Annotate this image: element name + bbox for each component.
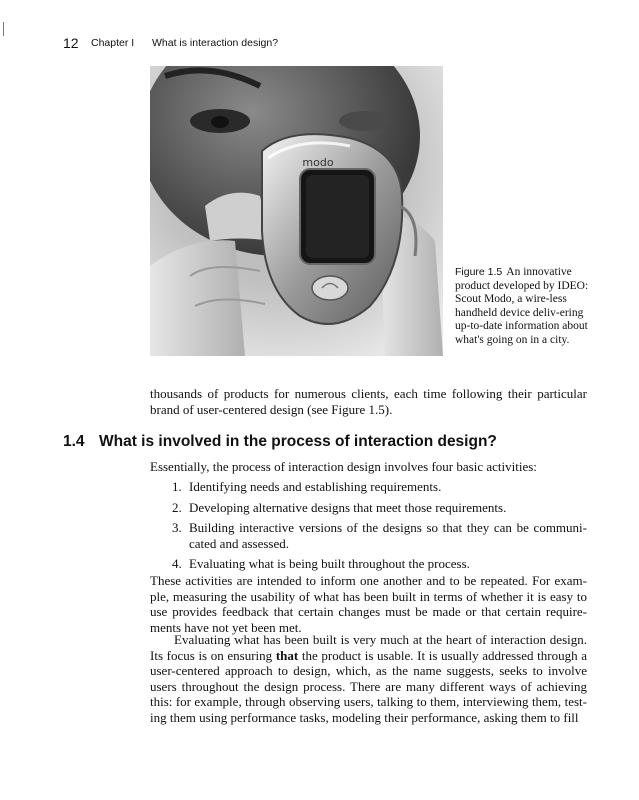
- list-item: [172, 500, 587, 516]
- caption-label: Figure 1.5: [455, 266, 503, 278]
- list-item: [172, 479, 587, 495]
- section-heading: [63, 433, 497, 451]
- list-number: 3.: [172, 520, 182, 536]
- margin-mark: [3, 22, 4, 36]
- page-number: 12: [63, 35, 79, 51]
- list-text: Identifying needs and establishing requirements.: [189, 479, 442, 494]
- list-number: 4.: [172, 556, 182, 572]
- list-number: 1.: [172, 479, 182, 494]
- device-brand-text: modo: [302, 156, 334, 169]
- chapter-title: What is interaction design?: [152, 37, 279, 49]
- activity-list: [172, 479, 587, 577]
- chapter-label: Chapter I: [91, 37, 135, 49]
- section-number: 1.4: [63, 433, 85, 450]
- paragraph-evaluating-start: Evaluating what has been built is very much at the heart of interaction design. Its focus is on ensuring: [150, 632, 587, 663]
- figure-caption: [455, 266, 593, 348]
- paragraph-activities: These activities are intended to inform one another and to be repeated. For exam-ple, measuring the usability of what has been built in terms of whether it is easy to use provides feedback that certain changes must be made or that certain require-ments have not yet been met.: [150, 573, 587, 635]
- list-item: [172, 520, 587, 551]
- list-text: Developing alternative designs that meet those requirements.: [189, 499, 507, 515]
- paragraph-evaluating: [150, 632, 587, 726]
- list-item: [172, 556, 587, 572]
- paragraph-evaluating-bold: that: [275, 647, 299, 663]
- figure-photo: [150, 66, 443, 356]
- caption-text: An innovative product developed by IDEO: Scout Modo, a wire-less handheld device deliv-ering up-to-date information about what's going on in a city.: [455, 266, 589, 346]
- paragraph-continuation: thousands of products for numerous clients, each time following their particular brand of user-centered design (see Figure 1.5).: [150, 386, 587, 417]
- list-text: Evaluating what is being built throughout the process.: [189, 556, 470, 572]
- list-text: Building interactive versions of the designs so that they can be communi-cated and assessed.: [189, 520, 587, 551]
- intro-paragraph: Essentially, the process of interaction design involves four basic activities:: [150, 459, 537, 474]
- paragraph-evaluating-end: the product is usable. It is usually addressed through a user-centered approach to design, which, as the name suggests, seeks to involve users throughout the design process. There are many different ways of achieving this: for example, through observing users, talking to them, interviewing them, test-ing them using performance tasks, modeling their performance, asking them to fill: [150, 647, 588, 725]
- section-title: What is involved in the process of interaction design?: [99, 433, 497, 450]
- list-number: 2.: [172, 499, 182, 515]
